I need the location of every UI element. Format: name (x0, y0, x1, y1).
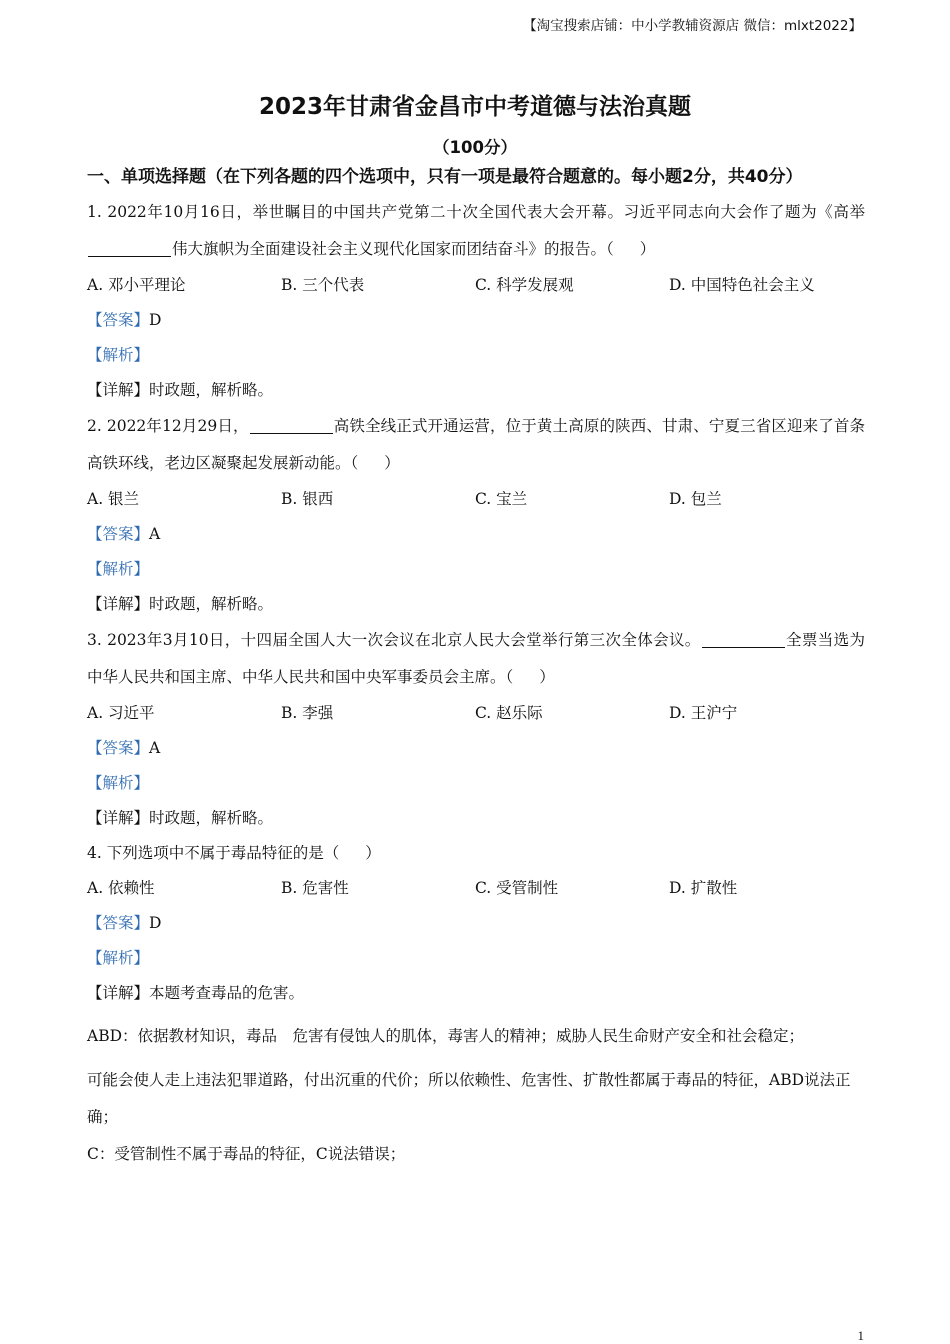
question-2 (87, 408, 865, 622)
option-c: C. 科学发展观 (475, 276, 574, 294)
option-c: C. 受管制性 (475, 879, 559, 897)
options-row (87, 696, 865, 731)
page-header: 【淘宝搜索店铺：中小学教辅资源店 微信：mlxt2022】 (523, 18, 862, 34)
detail-line: 【详解】时政题，解析略。 (87, 809, 274, 827)
options-row (87, 482, 865, 517)
document-title: 2023年甘肃省金昌市中考道德与法治真题 (258, 94, 691, 120)
answer-line: 【答案】D (87, 914, 162, 932)
explanation-paragraph: 可能会使人走上违法犯罪道路，付出沉重的代价；所以依赖性、危害性、扩散性都属于毒品的特征，ABD说法正确； (87, 1071, 851, 1126)
section-heading: 一、单项选择题（在下列各题的四个选项中，只有一项是最符合题意的。每小题2分，共40分） (87, 167, 803, 187)
answer-line: 【答案】A (87, 739, 161, 757)
analysis-line: 【解析】 (87, 560, 150, 578)
option-a: A. 银兰 (87, 490, 140, 508)
answer-line: 【答案】A (87, 525, 161, 543)
question-stem: 1. 2022年10月16日，举世瞩目的中国共产党第二十次全国代表大会开幕。习近平同志向大会作了题为《高举伟大旗帜为全面建设社会主义现代化国家而团结奋斗》的报告。（ ） (87, 203, 865, 258)
option-d: D. 包兰 (669, 490, 722, 508)
option-a: A. 习近平 (87, 704, 155, 722)
option-c: C. 赵乐际 (475, 704, 543, 722)
document-body (87, 160, 865, 1173)
question-stem: 4. 下列选项中不属于毒品特征的是（ ） (87, 844, 381, 862)
option-c: C. 宝兰 (475, 490, 528, 508)
option-d: D. 王沪宁 (669, 704, 738, 722)
explanation-paragraph: C：受管制性不属于毒品的特征，C说法错误； (87, 1145, 406, 1163)
analysis-line: 【解析】 (87, 774, 150, 792)
fill-blank (702, 632, 785, 649)
question-1 (87, 194, 865, 408)
option-d: D. 中国特色社会主义 (669, 276, 815, 294)
option-b: B. 危害性 (281, 879, 349, 897)
explanation-paragraph: ABD：依据教材知识，毒品 危害有侵蚀人的肌体，毒害人的精神；威胁人民生命财产安全和社会稳定； (87, 1027, 805, 1045)
answer-line: 【答案】D (87, 311, 162, 329)
question-3 (87, 622, 865, 836)
detail-line: 【详解】本题考查毒品的危害。 (87, 984, 305, 1002)
option-a: A. 邓小平理论 (87, 276, 186, 294)
detail-line: 【详解】时政题，解析略。 (87, 381, 274, 399)
fill-blank (250, 418, 333, 435)
options-row (87, 871, 865, 906)
option-d: D. 扩散性 (669, 879, 738, 897)
total-score: （100分） (433, 138, 517, 157)
analysis-line: 【解析】 (87, 346, 150, 364)
question-stem: 2. 2022年12月29日， 高铁全线正式开通运营，位于黄土高原的陕西、甘肃、宁夏三省区迎来了首条高铁环线，老边区凝聚起发展新动能。（ ） (87, 417, 865, 472)
option-b: B. 李强 (281, 704, 334, 722)
detail-line: 【详解】时政题，解析略。 (87, 595, 274, 613)
option-b: B. 银西 (281, 490, 334, 508)
analysis-line: 【解析】 (87, 949, 150, 967)
option-a: A. 依赖性 (87, 879, 155, 897)
question-stem: 3. 2023年3月10日，十四届全国人大一次会议在北京人民大会堂举行第三次全体会议。 全票当选为中华人民共和国主席、中华人民共和国中央军事委员会主席。（ ） (87, 631, 865, 686)
option-b: B. 三个代表 (281, 276, 365, 294)
page-number: 1 (857, 1328, 864, 1343)
fill-blank (88, 241, 171, 258)
options-row (87, 268, 865, 303)
question-4 (87, 836, 865, 1173)
